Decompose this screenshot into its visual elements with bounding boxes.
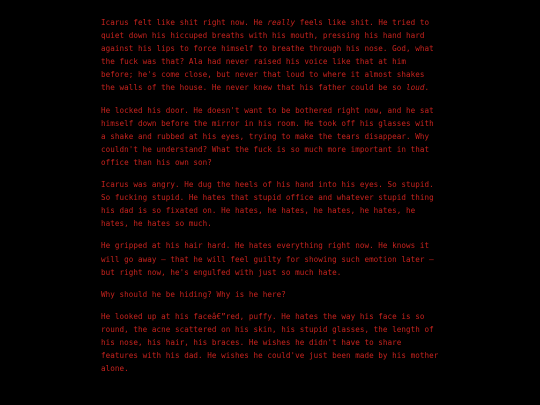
text-run: Why should he be hiding? Why is he here?	[101, 289, 286, 299]
text-run: feels like shit. He tried to quiet down his hiccuped breaths with his mouth, pressing his hand hard against his lips to force himself to breathe through his nose. God, what the fuck was that? Ala had never raised his voice like that at him before; he's come close, but never that loud to where it almost shakes the walls of the house. He never knew that his father could be so	[101, 18, 434, 93]
story-paragraph	[101, 239, 441, 278]
story-paragraph	[101, 104, 441, 169]
story-paragraph	[101, 16, 441, 95]
story-paragraph	[101, 310, 441, 375]
text-run: Icarus felt like shit right now. He	[101, 18, 268, 27]
story-paragraph	[101, 178, 441, 230]
text-run: .	[424, 83, 430, 93]
italic-emphasis: really	[267, 18, 296, 27]
text-run: He locked his door. He doesn't want to be bothered right now, and he sat himself down before the mirror in his room. He took off his glasses with a shake and rubbed at his eyes, trying to make the tears disappear. Why couldn't he understand? What the fuck is so much more important in that office than his own son?	[101, 105, 434, 167]
text-run: He looked up at his faceâ€”red, puffy. He hates the way his face is so round, the acne scattered on his skin, his stupid glasses, the length of his nose, his hair, his braces. He wishes he didn't have to share features with his dad. He wishes he could've just been made by his mother alone.	[101, 311, 439, 374]
text-run: He gripped at his hair hard. He hates everything right now. He knows it will go away — that he will feel guilty for showing such emotion later — but right now, he's engulfed with just so much hate.	[101, 241, 434, 277]
text-run: Icarus was angry. He dug the heels of his hand into his eyes. So stupid. So fucking stupid. He hates that stupid office and whatever stupid thing his dad is so fixated on. He hates, he hates, he hates, he hates, he hates, he hates so much.	[101, 180, 434, 229]
italic-emphasis: loud	[406, 83, 425, 93]
story-text	[101, 16, 441, 384]
story-paragraph	[101, 288, 441, 301]
